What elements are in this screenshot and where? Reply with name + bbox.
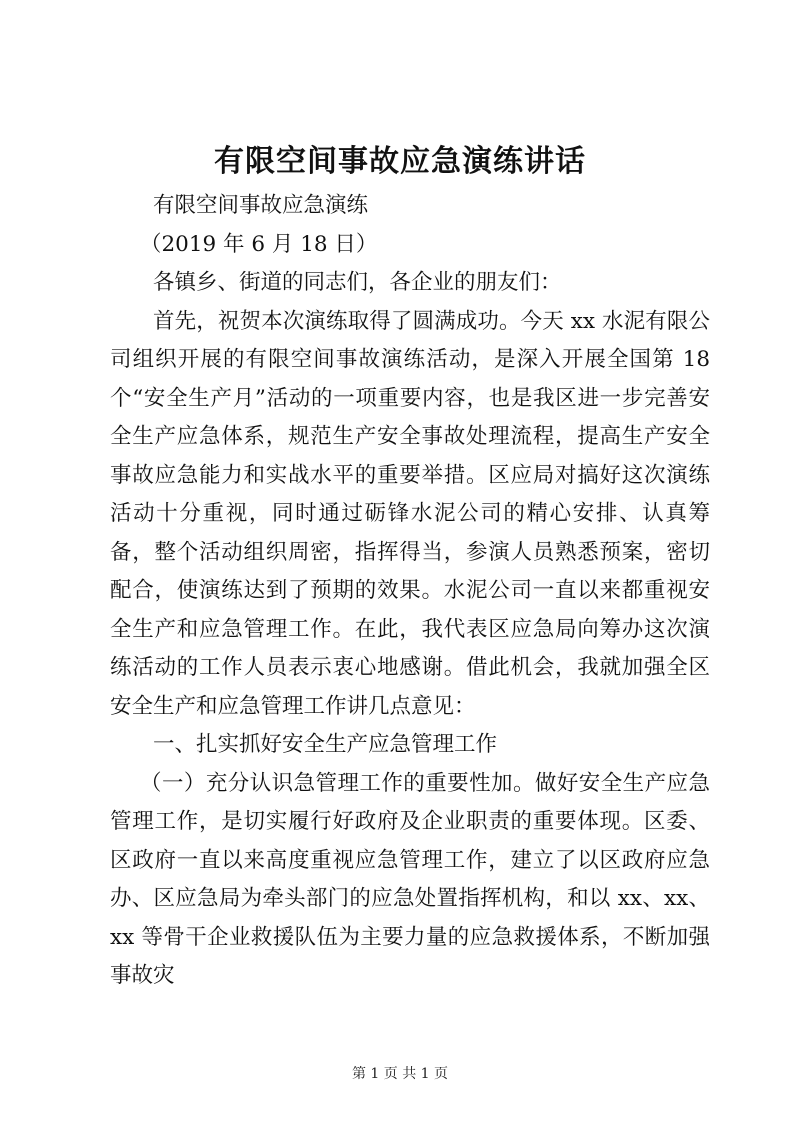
body-paragraph: 首先，祝贺本次演练取得了圆满成功。今天 xx 水泥有限公司组织开展的有限空间事故演练活动，是深入开展全国第 18 个“安全生产月”活动的一项重要内容，也是我区进一步完善安全生产应急体系，规范生产安全事故处理流程，提高生产安全事故应急能力和实战水平的重要举措。区应局对搞好这次演练活动十分重视，同时通过砺锋水泥公司的精心安排、认真筹备，整个活动组织周密，指挥得当，参演人员熟悉预案，密切配合，使演练达到了预期的效果。水泥公司一直以来都重视安全生产和应急管理工作。在此，我代表区应急局向筹办这次演练活动的工作人员表示衷心地感谢。借此机会，我就加强全区安全生产和应急管理工作讲几点意见： (110, 308, 710, 719)
salutation-paragraph: 各镇乡、街道的同志们，各企业的朋友们： (153, 270, 562, 295)
section-heading: 一、扎实抓好安全生产应急管理工作 (153, 732, 498, 757)
body-paragraph: （一）充分认识急管理工作的重要性加。做好安全生产应急管理工作，是切实履行好政府及企业职责的重要体现。区委、区政府一直以来高度重视应急管理工作，建立了以区政府应急办、区应急局为牵头部门的应急处置指挥机构，和以 xx、xx、xx 等骨干企业救援队伍为主要力量的应急救援体系，不断加强事故灾 (110, 770, 710, 988)
document-body (110, 187, 710, 996)
page-footer: 第 1 页 共 1 页 (351, 1066, 449, 1082)
date-paragraph: （2019 年 6 月 18 日） (140, 231, 378, 257)
document-title: 有限空间事故应急演练讲话 (214, 144, 586, 179)
subtitle-paragraph: 有限空间事故应急演练 (153, 193, 369, 218)
